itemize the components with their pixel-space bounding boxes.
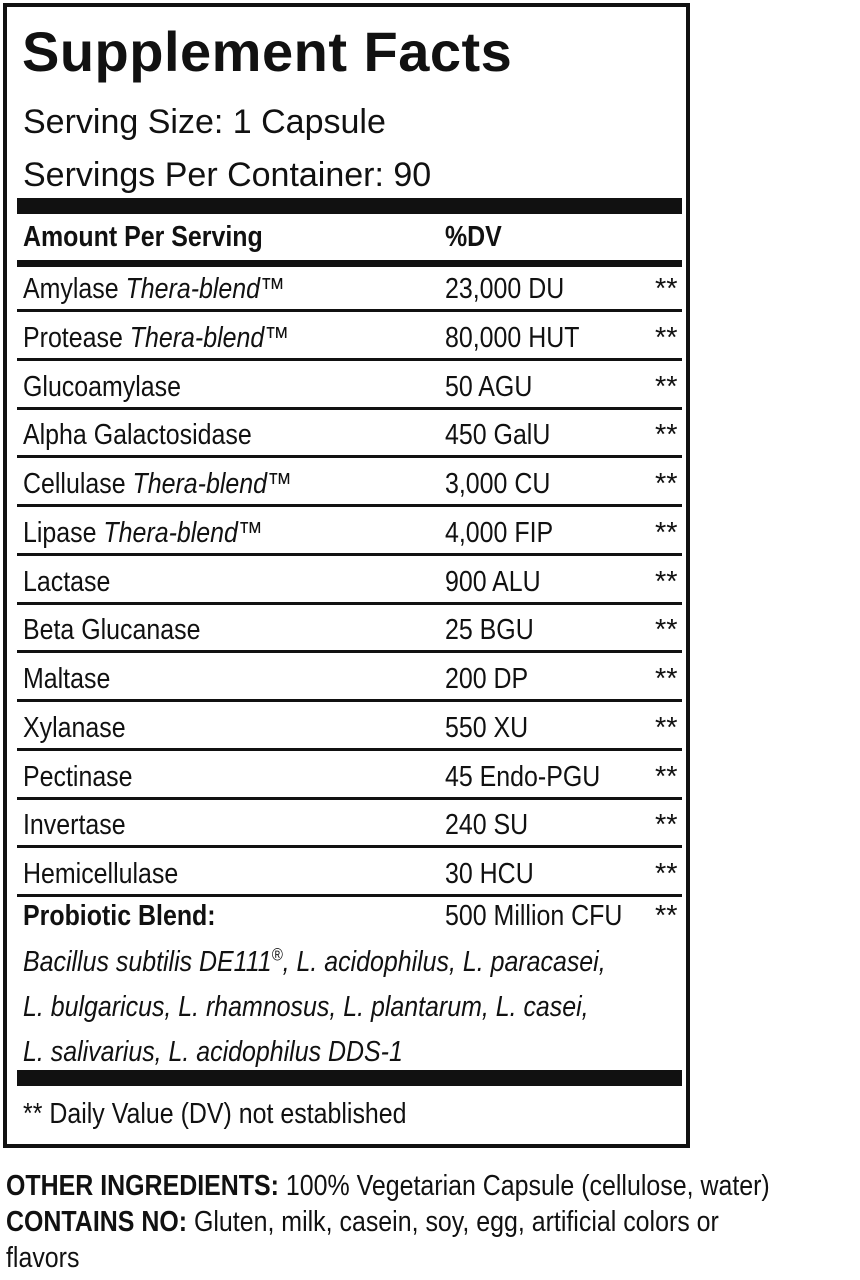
row-divider (17, 699, 682, 702)
row-divider (17, 845, 682, 848)
row-divider (17, 602, 682, 605)
ingredient-amount: 45 Endo-PGU (445, 760, 601, 793)
ingredient-name: Beta Glucanase (23, 614, 201, 647)
header-divider (17, 260, 682, 267)
contains-no: CONTAINS NO: Gluten, milk, casein, soy, egg, artificial colors or (6, 1206, 719, 1238)
ingredient-dv: ** (655, 419, 678, 452)
bottom-thick-divider (17, 1070, 682, 1086)
probiotic-row (23, 895, 683, 937)
ingredient-name: Cellulase Thera-blend™ (23, 468, 292, 500)
ingredient-amount: 900 ALU (445, 565, 541, 598)
ingredient-dv: ** (655, 273, 678, 305)
contains-no-continued: flavors (6, 1242, 80, 1274)
ingredient-name: Protease Thera-blend™ (23, 321, 290, 354)
probiotic-strains-line-2: L. bulgaricus, L. rhamnosus, L. plantarum, L. casei, (23, 991, 589, 1023)
ingredient-name: Glucoamylase (23, 370, 182, 403)
ingredient-row (23, 366, 683, 408)
ingredient-row (23, 756, 683, 798)
ingredient-name: Amylase Thera-blend™ (23, 273, 285, 305)
row-divider (17, 504, 682, 507)
ingredient-amount: 200 DP (445, 663, 529, 695)
ingredient-amount: 30 HCU (445, 858, 534, 890)
ingredient-dv: ** (655, 809, 678, 842)
ingredient-row (23, 561, 683, 603)
ingredient-name: Alpha Galactosidase (23, 419, 252, 452)
ingredient-dv: ** (655, 858, 678, 890)
probiotic-dv: ** (655, 900, 678, 932)
ingredient-row (23, 707, 683, 749)
ingredient-amount: 23,000 DU (445, 273, 565, 305)
ingredient-dv: ** (655, 663, 678, 695)
ingredient-row (23, 463, 683, 505)
row-divider (17, 650, 682, 653)
dv-footnote: ** Daily Value (DV) not established (23, 1098, 407, 1130)
row-divider (17, 797, 682, 800)
ingredient-row (23, 609, 683, 651)
row-divider (17, 553, 682, 556)
row-divider (17, 455, 682, 458)
ingredient-row (23, 804, 683, 846)
other-ingredients: OTHER INGREDIENTS: 100% Vegetarian Capsule (cellulose, water) (6, 1170, 770, 1202)
row-divider (17, 407, 682, 410)
ingredient-amount: 25 BGU (445, 614, 534, 647)
serving-size: Serving Size: 1 Capsule (23, 103, 386, 141)
ingredient-amount: 3,000 CU (445, 468, 551, 500)
ingredient-name: Hemicellulase (23, 858, 179, 890)
thick-divider (17, 198, 682, 214)
servings-per-container: Servings Per Container: 90 (23, 156, 432, 194)
ingredient-row (23, 317, 683, 359)
ingredient-dv: ** (655, 565, 678, 598)
probiotic-name: Probiotic Blend: (23, 900, 216, 932)
ingredient-name: Lipase Thera-blend™ (23, 516, 263, 549)
ingredient-amount: 80,000 HUT (445, 321, 580, 354)
ingredient-amount: 50 AGU (445, 370, 533, 403)
ingredient-amount: 240 SU (445, 809, 529, 842)
ingredient-row (23, 268, 683, 310)
ingredient-row (23, 853, 683, 895)
panel-title: Supplement Facts (22, 20, 513, 83)
ingredient-amount: 4,000 FIP (445, 516, 554, 549)
dv-label: %DV (445, 221, 502, 253)
ingredient-dv: ** (655, 370, 678, 403)
ingredient-dv: ** (655, 516, 678, 549)
ingredient-row (23, 512, 683, 554)
ingredient-row (23, 658, 683, 700)
row-divider (17, 309, 682, 312)
probiotic-strains-line-3: L. salivarius, L. acidophilus DDS-1 (23, 1036, 403, 1068)
ingredient-name: Xylanase (23, 711, 126, 744)
probiotic-amount: 500 Million CFU (445, 900, 623, 932)
amount-per-serving-label: Amount Per Serving (23, 221, 263, 253)
ingredient-name: Lactase (23, 565, 111, 598)
ingredient-amount: 550 XU (445, 711, 529, 744)
ingredient-dv: ** (655, 321, 678, 354)
ingredient-amount: 450 GalU (445, 419, 551, 452)
supplement-facts-panel (3, 3, 690, 1148)
probiotic-strains-line-1: Bacillus subtilis DE111®, L. acidophilus, L. paracasei, (23, 944, 606, 978)
ingredient-name: Invertase (23, 809, 126, 842)
column-header-row (23, 216, 683, 258)
ingredient-dv: ** (655, 614, 678, 647)
ingredient-dv: ** (655, 468, 678, 500)
ingredient-row (23, 414, 683, 456)
row-divider (17, 748, 682, 751)
ingredient-name: Pectinase (23, 760, 133, 793)
row-divider (17, 358, 682, 361)
ingredient-dv: ** (655, 760, 678, 793)
ingredient-name: Maltase (23, 663, 111, 695)
ingredient-dv: ** (655, 711, 678, 744)
